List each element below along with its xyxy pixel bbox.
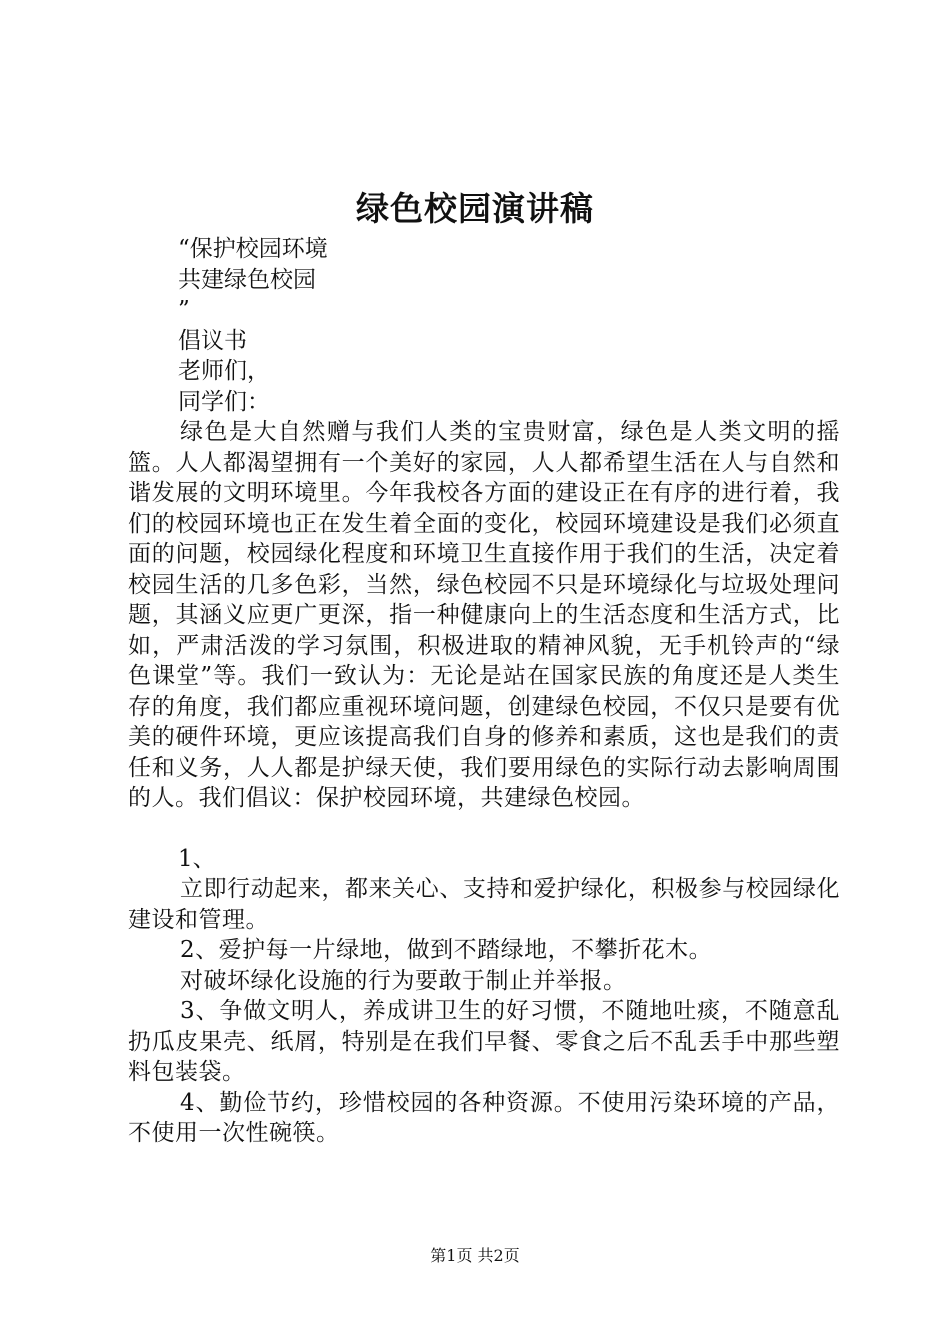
quote-open-line: “保护校园环境: [178, 236, 328, 262]
greeting-teachers: 老师们，: [178, 358, 270, 384]
document-body: [128, 234, 840, 1149]
paragraph-spacer: [128, 814, 840, 844]
quote-close-line: ”: [178, 297, 190, 323]
proposal-heading: 倡议书: [178, 327, 247, 354]
item-4-text: 4、勤俭节约，珍惜校园的各种资源。不使用污染环境的产品，不使用一次性碗筷。: [128, 1089, 840, 1146]
item-1-text: 立即行动起来，都来关心、支持和爱护绿化，积极参与校园绿化建设和管理。: [128, 876, 840, 933]
document-title: 绿色校园演讲稿: [356, 189, 594, 228]
main-paragraph: 绿色是大自然赠与我们人类的宝贵财富，绿色是人类文明的摇篮。人人都渴望拥有一个美好的家园，人人都希望生活在人与自然和谐发展的文明环境里。今年我校各方面的建设正在有序的进行着，我们的校园环境也正在发生着全面的变化，校园环境建设是我们必须直面的问题，校园绿化程度和环境卫生直接作用于我们的生活，决定着校园生活的几多色彩，当然，绿色校园不只是环境绿化与垃圾处理问题，其涵义应更广更深，指一种健康向上的生活态度和生活方式，比如，严肃活泼的学习氛围，积极进取的精神风貌，无手机铃声的“绿色课堂”等。我们一致认为：无论是站在国家民族的角度还是人类生存的角度，我们都应重视环境问题，创建绿色校园，不仅只是要有优美的硬件环境，更应该提高我们自身的修养和素质，这也是我们的责任和义务，人人都是护绿天使，我们要用绿色的实际行动去影响周围的人。我们倡议：保护校园环境，共建绿色校园。: [128, 419, 840, 811]
greeting-students: 同学们：: [178, 388, 270, 415]
item-1-number: 1、: [178, 845, 216, 872]
item-3-text: 3、争做文明人，养成讲卫生的好习惯，不随地吐痰，不随意乱扔瓜皮果壳、纸屑，特别是在我们早餐、零食之后不乱丢手中那些塑料包装袋。: [128, 998, 840, 1085]
item-2-continued: 对破坏绿化设施的行为要敢于制止并举报。: [180, 967, 627, 994]
page-footer: 第1页 共2页: [430, 1246, 520, 1265]
quote-middle-line: 共建绿色校园: [178, 266, 316, 293]
item-2-text: 2、爱护每一片绿地，做到不踏绿地，不攀折花木。: [180, 937, 713, 963]
